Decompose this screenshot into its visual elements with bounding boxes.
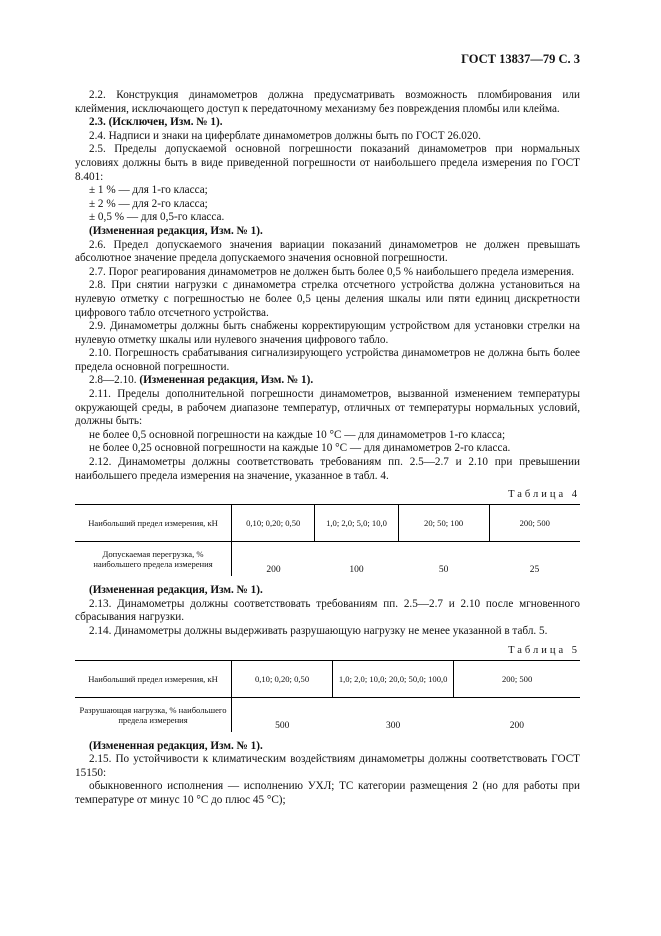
table-5 xyxy=(75,660,580,732)
table-header-cell: 200; 500 xyxy=(489,505,580,542)
temp-item-1: не более 0,5 основной погрешности на каждые 10 °С — для динамометров 1-го класса; xyxy=(89,428,506,441)
table-header-cell: 200; 500 xyxy=(454,660,580,697)
climate-item: обыкновенного исполнения — исполнению УХЛ; ТС категории размещения 2 (но для работы при температуре от минус 10 °С до плюс 45 °С); xyxy=(75,780,580,806)
clause-2-2: 2.2. Конструкция динамометров должна предусматривать возможность пломбирования или клеймения, исключающего доступ к передаточному механизму без повреждения пломбы или клейма. xyxy=(75,89,580,115)
class-1-item: ± 1 % — для 1-го класса; xyxy=(89,184,208,197)
amendment-note: (Измененная редакция, Изм. № 1). xyxy=(89,739,263,752)
table-header-cell: 1,0; 2,0; 5,0; 10,0 xyxy=(315,505,398,542)
clause-2-13: 2.13. Динамометры должны соответствовать требованиям пп. 2.5—2.7 и 2.10 после мгновенного сбрасывания нагрузки. xyxy=(75,597,580,624)
page-header: ГОСТ 13837—79 С. 3 xyxy=(461,52,580,66)
clause-2-5: 2.5. Пределы допускаемой основной погрешности показаний динамометров при нормальных условиях должны быть в виде приведенной погрешности от наибольшего предела измерения по ГОСТ 8.401: xyxy=(75,143,580,183)
amendment-note xyxy=(75,374,580,388)
table-header-cell: 1,0; 2,0; 10,0; 20,0; 50,0; 100,0 xyxy=(333,660,454,697)
amendment-note: (Измененная редакция, Изм. № 1). xyxy=(89,584,263,597)
table-cell: 100 xyxy=(349,565,364,576)
table-cell: 500 xyxy=(275,720,290,731)
clause-2-10: 2.10. Погрешность срабатывания сигнализирующего устройства динамометров не должна быть более предела основной погрешности. xyxy=(75,347,580,373)
table-cell: 200 xyxy=(509,720,524,731)
clause-2-4: 2.4. Надписи и знаки на циферблате динамометров должны быть по ГОСТ 26.020. xyxy=(89,129,481,142)
table-header-cell: Наибольший предел измерения, кН xyxy=(75,660,232,697)
clause-2-8: 2.8. При снятии нагрузки с динамометра стрелка отсчетного устройства должна установиться на нулевую отметку с погрешностью не более 0,5 цены деления шкалы или пяти единиц дискретности цифрового табло отсчетного устройства. xyxy=(75,279,580,319)
clause-2-3: 2.3. (Исключен, Изм. № 1). xyxy=(89,116,223,129)
clause-2-11: 2.11. Пределы дополнительной погрешности динамометров, вызванной изменением температуры окружающей среды, в рабочем диапазоне температур, отличных от температуры нормальных условий, должны быть: xyxy=(75,388,580,428)
table-cell: 200 xyxy=(266,565,281,576)
table-row-label: Разрушающая нагрузка, % наибольшего предела измерения xyxy=(75,697,232,732)
clause-2-15: 2.15. По устойчивости к климатическим воздействиям динамометры должны соответствовать ГОСТ 15150: xyxy=(75,753,580,779)
table-5-caption: Таблица 5 xyxy=(508,644,580,656)
table-header-cell: Наибольший предел измерения, кН xyxy=(75,505,232,542)
temp-item-2: не более 0,25 основной погрешности на каждые 10 °С — для динамометров 2-го класса. xyxy=(89,442,511,455)
amendment-text: (Измененная редакция, Изм. № 1). xyxy=(139,374,314,387)
clause-2-6: 2.6. Предел допускаемого значения вариации показаний динамометров не должен превышать абсолютное значение предела допускаемого значения основной погрешности. xyxy=(75,238,580,265)
clause-2-12: 2.12. Динамометры должны соответствовать требованиям пп. 2.5—2.7 и 2.10 при превышении наибольшего предела измерения на значение, указанное в табл. 4. xyxy=(75,456,580,482)
table-header-cell: 20; 50; 100 xyxy=(398,505,489,542)
document-page xyxy=(75,52,580,808)
table-cell: 50 xyxy=(438,565,449,576)
table-cell: 25 xyxy=(529,565,540,576)
table-4 xyxy=(75,504,580,576)
table-row-label: Допускаемая перегрузка, % наибольшего предела измерения xyxy=(75,542,232,577)
clause-range: 2.8—2.10. xyxy=(89,374,137,387)
clause-2-7: 2.7. Порог реагирования динамометров не должен быть более 0,5 % наибольшего предела измерения. xyxy=(89,265,575,278)
table-4-caption: Таблица 4 xyxy=(508,489,580,501)
table-header-cell: 0,10; 0,20; 0,50 xyxy=(232,505,315,542)
class-05-item: ± 0,5 % — для 0,5-го класса. xyxy=(89,211,225,224)
clause-2-9: 2.9. Динамометры должны быть снабжены корректирующим устройством для установки стрелки на нулевую отметку шкалы или нулевого значения цифрового табло. xyxy=(75,320,580,346)
table-cell: 300 xyxy=(386,720,401,731)
class-2-item: ± 2 % — для 2-го класса; xyxy=(89,197,208,210)
amendment-note: (Измененная редакция, Изм. № 1). xyxy=(89,224,263,237)
clause-2-14: 2.14. Динамометры должны выдерживать разрушающую нагрузку не менее указанной в табл. 5. xyxy=(89,625,548,637)
table-header-cell: 0,10; 0,20; 0,50 xyxy=(232,660,333,697)
